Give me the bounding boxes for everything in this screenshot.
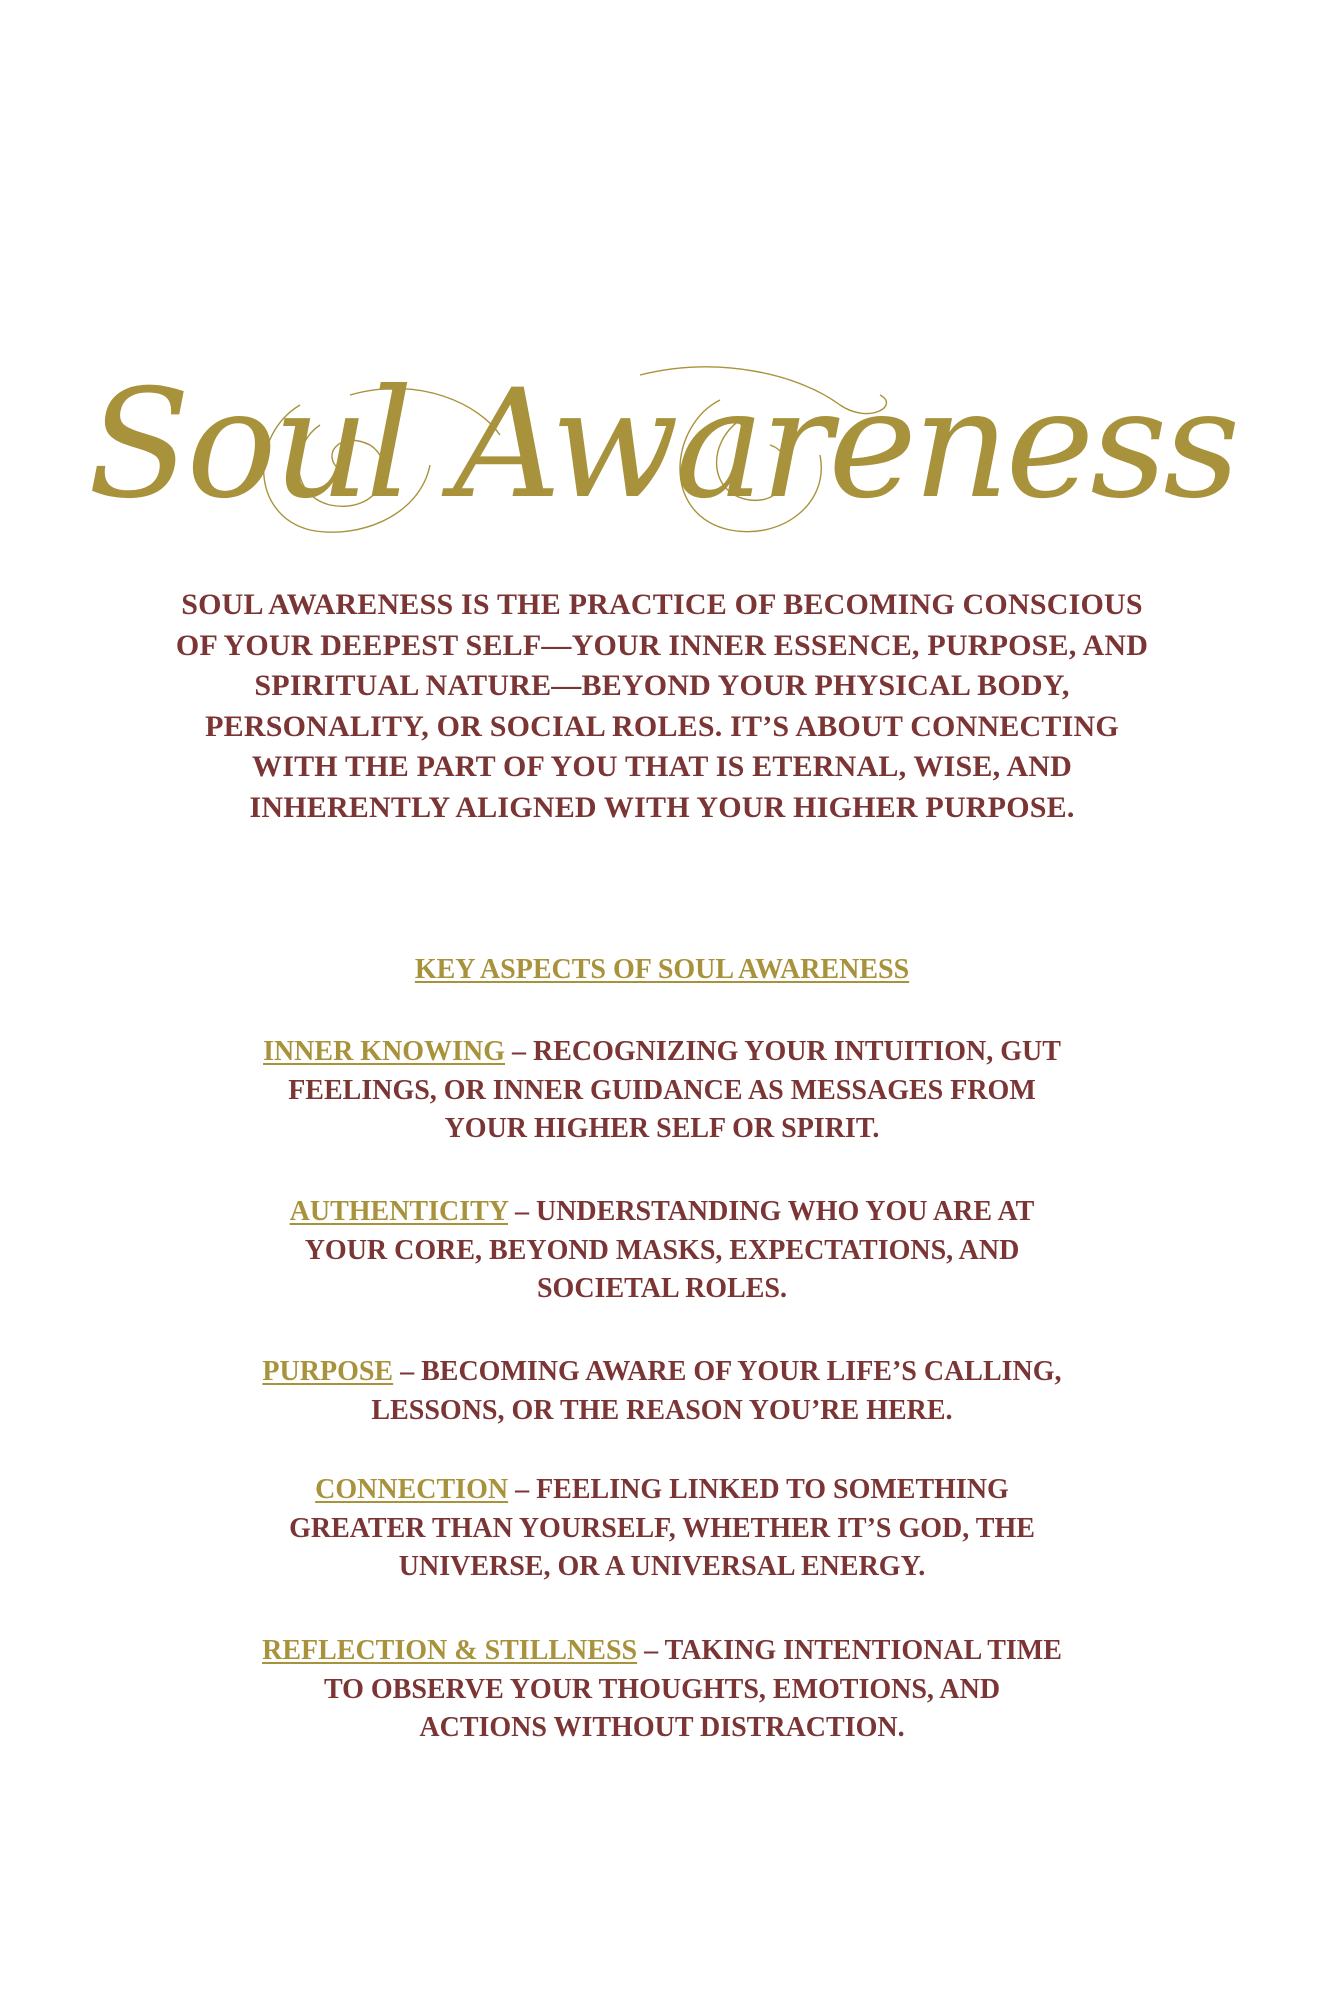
title-text: Soul Awareness: [87, 358, 1237, 532]
aspect-connection: [262, 1471, 1062, 1587]
aspect-authenticity: [262, 1193, 1062, 1309]
aspect-separator: –: [637, 1635, 665, 1666]
key-aspects-heading: [0, 950, 1324, 990]
aspect-term: PURPOSE: [262, 1356, 394, 1387]
aspect-description: UNDERSTANDING WHO YOU ARE AT YOUR CORE, BEYOND MASKS, EXPECTATIONS, AND SOCIETAL ROLES.: [304, 1196, 1035, 1304]
aspect-description: RECOGNIZING YOUR INTUITION, GUT FEELINGS, OR INNER GUIDANCE AS MESSAGES FROM YOUR HIGHER SELF OR SPIRIT.: [288, 1036, 1061, 1144]
page-title: [0, 345, 1324, 545]
aspect-separator: –: [504, 1036, 533, 1067]
aspect-separator: –: [507, 1196, 536, 1227]
aspect-inner-knowing: [262, 1033, 1062, 1149]
aspect-separator: –: [508, 1474, 537, 1505]
aspect-term: AUTHENTICITY: [289, 1196, 508, 1227]
aspect-term: INNER KNOWING: [263, 1036, 505, 1067]
aspect-description: FEELING LINKED TO SOMETHING GREATER THAN YOURSELF, WHETHER IT’S GOD, THE UNIVERSE, OR A UNIVERSAL ENERGY.: [289, 1474, 1035, 1582]
aspect-reflection-stillness: [262, 1632, 1062, 1748]
aspect-term: REFLECTION & STILLNESS: [262, 1635, 638, 1666]
aspect-term: CONNECTION: [315, 1474, 509, 1505]
key-aspects-heading-text: KEY ASPECTS OF SOUL AWARENESS: [414, 954, 910, 985]
aspect-purpose: [262, 1353, 1062, 1430]
aspect-description: TAKING INTENTIONAL TIME TO OBSERVE YOUR THOUGHTS, EMOTIONS, AND ACTIONS WITHOUT DISTRACTION.: [323, 1635, 1062, 1743]
aspect-description: BECOMING AWARE OF YOUR LIFE’S CALLING, LESSONS, OR THE REASON YOU’RE HERE.: [371, 1356, 1062, 1426]
intro-paragraph: SOUL AWARENESS IS THE PRACTICE OF BECOMING CONSCIOUS OF YOUR DEEPEST SELF—YOUR INNER ESSENCE, PURPOSE, AND SPIRITUAL NATURE—BEYOND YOUR PHYSICAL BODY, PERSONALITY, OR SOCIAL ROLES. IT’S ABOUT CONNECTING WITH THE PART OF YOU THAT IS ETERNAL, WISE, AND INHERENTLY ALIGNED WITH YOUR HIGHER PURPOSE.: [175, 588, 1149, 824]
aspect-separator: –: [393, 1356, 422, 1387]
